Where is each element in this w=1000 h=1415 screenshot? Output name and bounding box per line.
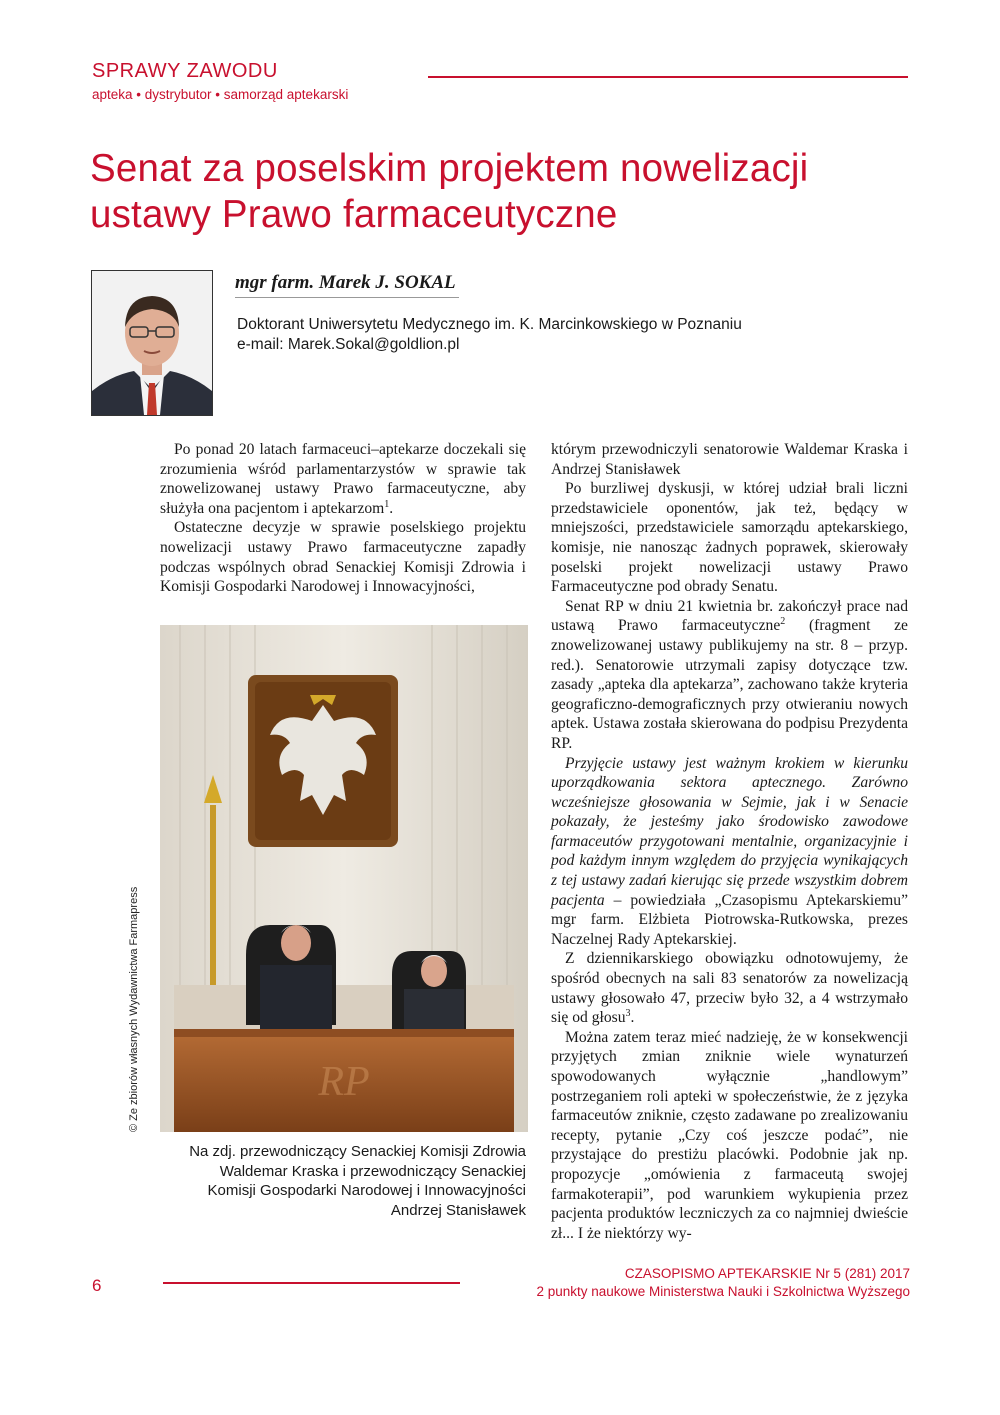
caption-line-1: Na zdj. przewodniczący Senackiej Komisji Zdrowia (189, 1143, 526, 1160)
caption-line-4: Andrzej Stanisławek (390, 1201, 526, 1219)
author-name: mgr farm. Marek J. SOKAL (235, 272, 456, 293)
senate-photo-image (160, 625, 528, 1132)
author-portrait (91, 270, 213, 416)
page-number: 6 (92, 1276, 102, 1295)
author-affiliation-block (237, 315, 742, 355)
author-affiliation: Doktorant Uniwersytetu Medycznego im. K. Marcinkowskiego w Poznaniu (237, 316, 742, 333)
right-paragraph-3 (551, 754, 908, 950)
right-paragraph-2-text-a: Senat RP w dniu 21 kwietnia br. zakończył prace nad ustawą Prawo farmaceutyczne (551, 597, 908, 635)
scientific-points: 2 punkty naukowe Ministerstwa Nauki i Szkolnictwa Wyższego (536, 1284, 910, 1299)
right-paragraph-0: którym przewodniczyli senatorowie Waldemar Kraska i Andrzej Stanisławek (551, 441, 908, 478)
right-paragraph-4-text: Z dziennikarskiego obowiązku odnotowujemy, że spośród obecnych na sali 83 senatorów za nowelizacją ustawy głosowało 47, przeciw było 32, a 4 wstrzymało się od głosu (551, 950, 908, 1027)
footnote-ref-1: 1 (384, 498, 390, 510)
top-divider (428, 76, 908, 78)
right-paragraph-4 (551, 949, 908, 1027)
right-column (551, 440, 908, 1243)
headline-line-1: Senat za poselskim projektem nowelizacji (90, 147, 809, 190)
right-paragraph-2 (551, 597, 908, 754)
left-paragraph-1 (160, 440, 526, 518)
left-paragraph-1-end: . (389, 499, 394, 517)
author-portrait-image (92, 271, 212, 415)
footnote-ref-3: 3 (625, 1008, 631, 1020)
journal-issue: CZASOPISMO APTEKARSKIE Nr 5 (281) 2017 (624, 1266, 910, 1281)
caption-line-2: Waldemar Kraska i przewodniczący Senackiej (219, 1162, 526, 1180)
article-headline (90, 146, 920, 238)
left-paragraph-1-text: Po ponad 20 latach farmaceuci–aptekarze doczekali się zrozumienia wśród parlamentarzystów w sprawie tak znowelizowanej ustawy Prawo farmaceutyczne, aby służyła ona pacjentom i aptekarzom (160, 441, 526, 517)
desk-monogram: RP (318, 1059, 370, 1105)
senate-photo (160, 625, 528, 1132)
author-underline (235, 297, 459, 298)
quote-italic: Przyjęcie ustawy jest ważnym krokiem w kierunku uporządkowania sektora aptecznego. Zarówno wcześniejsze głosowania w Sejmie, jak i w Senacie pokazały, że jesteśmy jako środowisko zawodowe farmaceutów przygotowani mentalnie, organizacyjnie i pod każdym innym względem do przyjęcia wynikających z tej ustawy zadań kierując się przede wszystkim dobrem pacjenta (551, 754, 908, 909)
left-paragraph-2: Ostateczne decyzje w sprawie poselskiego projektu nowelizacji ustawy Prawo farmaceutyczne zapadły podczas wspólnych obrad Senackiej Komisji Zdrowia i Komisji Gospodarki Narodowej i Innowacyjności, (160, 519, 526, 596)
caption-line-3: Komisji Gospodarki Narodowej i Innowacyjności (207, 1182, 526, 1199)
footnote-ref-2: 2 (780, 616, 786, 628)
headline-line-2: ustawy Prawo farmaceutyczne (90, 193, 618, 236)
section-subtitle: apteka • dystrybutor • samorząd aptekarski (92, 87, 349, 102)
bottom-divider (163, 1282, 460, 1284)
section-title: SPRAWY ZAWODU (92, 60, 278, 82)
right-paragraph-4-end: . (630, 1009, 635, 1027)
left-column (160, 440, 526, 597)
quote-attribution: – powiedziała „Czasopismu Aptekarskiemu” mgr farm. Elżbieta Piotrowska-Rutkowska, prezes Naczelnej Rady Aptekarskiej. (551, 891, 908, 948)
author-email: e-mail: Marek.Sokal@goldlion.pl (237, 336, 460, 353)
right-paragraph-5: Można zatem teraz mieć nadzieję, że w konsekwencji przyjętych zmian zniknie wiele wynaturzeń spowodowanych wyłącznie „handlowym” postrzeganiem roli apteki w społeczeństwie, że z języka farmaceutów zniknie, często zadawane po zrealizowaniu recepty, pytanie „Czy coś jeszcze podać”, nie przystające do prestiżu placówki. Podobnie jak np. propozycje „omówienia z farmaceutą swojej farmakoterapii”, pod warunkiem wykupienia przez pacjenta produktów leczniczych za co najmniej dwieście zł... I że niektórzy wy- (551, 1028, 908, 1242)
right-paragraph-1: Po burzliwej dyskusji, w której udział brali liczni przedstawiciele oponentów, jak też, będący w mniejszości, przedstawiciele samorządu aptekarskiego, komisje, nie nanosząc żadnych poprawek, skierowały poselski projekt nowelizacji ustawy Prawo Farmaceutyczne pod obrady Senatu. (551, 480, 908, 596)
right-paragraph-2-text-b: (fragment ze znowelizowanej ustawy publikujemy na str. 8 – przyp. red.). Senatorowie utrzymali zapisy dotyczące tzw. zasady „apteka dla aptekarza”, zachowano także kryteria geograficzno-demograficznych przy otwieraniu nowych aptek. Ustawa została skierowana do podpisu Prezydenta RP. (551, 617, 908, 752)
photo-credit: © Ze zbiorów własnych Wydawnictwa Farmapress (128, 886, 140, 1132)
photo-caption (160, 1142, 526, 1220)
